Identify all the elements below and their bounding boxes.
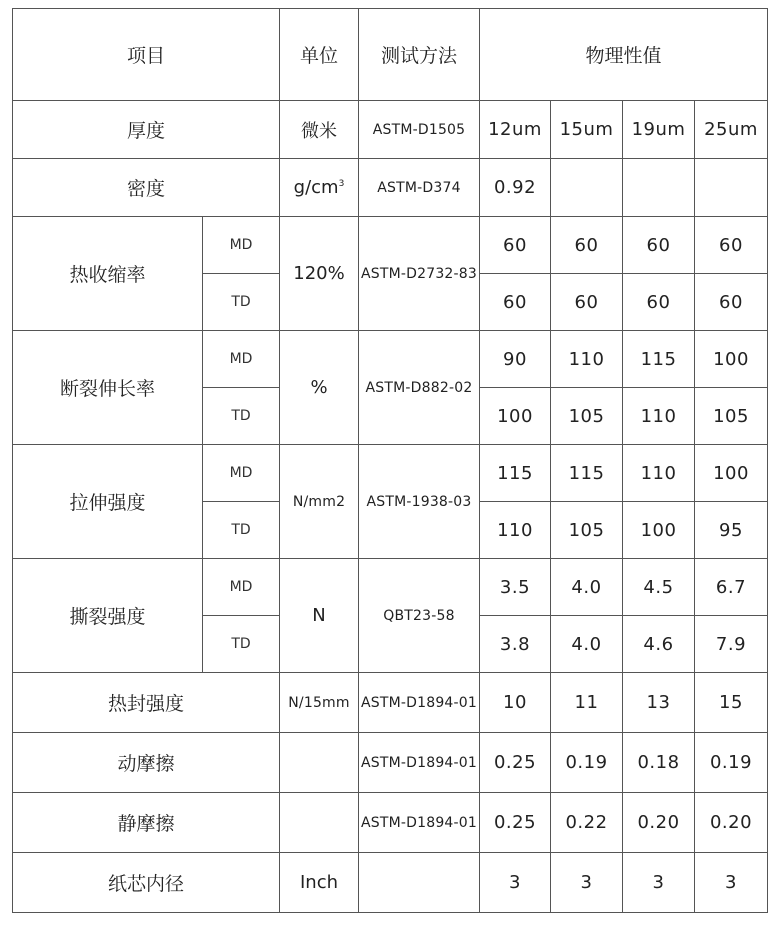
value-cell: 0.20 [695,793,768,853]
direction-label: MD [203,559,280,616]
value-cell: 90 [480,331,551,388]
tear-md-row [13,559,768,616]
unit-cell: 120% [280,217,359,331]
header-unit: 单位 [280,9,359,101]
value-cell: 60 [480,274,551,331]
method-cell: ASTM-D374 [359,159,480,217]
value-cell: 105 [551,388,623,445]
property-name: 断裂伸长率 [13,331,203,445]
value-cell: 4.0 [551,559,623,616]
value-cell: 6.7 [695,559,768,616]
unit-superscript: 3 [338,179,345,189]
unit-cell: N/mm2 [280,445,359,559]
property-name: 纸芯内径 [13,853,280,913]
unit-cell: Inch [280,853,359,913]
method-cell: ASTM-D2732-83 [359,217,480,331]
value-cell: 110 [623,388,695,445]
dynamic-friction-row [13,733,768,793]
property-name: 厚度 [13,101,280,159]
value-cell: 110 [480,502,551,559]
value-cell: 0.25 [480,793,551,853]
core-diameter-row [13,853,768,913]
value-cell: 3 [480,853,551,913]
direction-label: TD [203,388,280,445]
value-cell: 0.19 [695,733,768,793]
static-friction-row [13,793,768,853]
method-cell: ASTM-1938-03 [359,445,480,559]
direction-label: TD [203,274,280,331]
header-item: 项目 [13,9,280,101]
value-cell: 7.9 [695,616,768,673]
value-cell: 3 [551,853,623,913]
value-cell: 100 [695,331,768,388]
unit-base: g/cm [293,177,339,198]
property-name: 密度 [13,159,280,217]
unit-cell [280,793,359,853]
value-cell: 60 [695,217,768,274]
value-cell: 3 [623,853,695,913]
direction-label: TD [203,616,280,673]
tensile-md-row [13,445,768,502]
value-cell: 3.5 [480,559,551,616]
value-cell: 19um [623,101,695,159]
property-name: 热收缩率 [13,217,203,331]
unit-cell: % [280,331,359,445]
property-name: 撕裂强度 [13,559,203,673]
property-name: 拉伸强度 [13,445,203,559]
value-cell: 60 [695,274,768,331]
value-cell: 0.22 [551,793,623,853]
value-cell: 0.25 [480,733,551,793]
value-cell: 4.5 [623,559,695,616]
method-cell: ASTM-D1894-01 [359,793,480,853]
method-cell: ASTM-D1894-01 [359,733,480,793]
direction-label: TD [203,502,280,559]
value-cell: 115 [623,331,695,388]
method-cell: QBT23-58 [359,559,480,673]
value-cell: 13 [623,673,695,733]
property-name: 动摩擦 [13,733,280,793]
method-cell: ASTM-D1505 [359,101,480,159]
value-cell: 60 [551,217,623,274]
value-cell: 3 [695,853,768,913]
value-cell: 0.20 [623,793,695,853]
value-cell: 4.0 [551,616,623,673]
value-cell: 110 [623,445,695,502]
value-cell: 10 [480,673,551,733]
value-cell: 110 [551,331,623,388]
elongation-md-row [13,331,768,388]
value-cell [695,159,768,217]
unit-cell [280,159,359,217]
value-cell: 95 [695,502,768,559]
value-cell: 115 [551,445,623,502]
value-cell: 0.92 [480,159,551,217]
value-cell: 0.18 [623,733,695,793]
value-cell: 11 [551,673,623,733]
value-cell: 105 [695,388,768,445]
value-cell: 4.6 [623,616,695,673]
value-cell: 100 [695,445,768,502]
density-row [13,159,768,217]
unit-cell: 微米 [280,101,359,159]
value-cell: 60 [623,217,695,274]
value-cell: 15 [695,673,768,733]
property-name: 热封强度 [13,673,280,733]
heatseal-row [13,673,768,733]
direction-label: MD [203,331,280,388]
header-method: 测试方法 [359,9,480,101]
value-cell: 0.19 [551,733,623,793]
thickness-row [13,101,768,159]
value-cell: 100 [480,388,551,445]
value-cell: 12um [480,101,551,159]
value-cell: 105 [551,502,623,559]
value-cell [551,159,623,217]
method-cell: ASTM-D1894-01 [359,673,480,733]
value-cell: 115 [480,445,551,502]
method-cell [359,853,480,913]
direction-label: MD [203,445,280,502]
unit-cell: N [280,559,359,673]
value-cell: 60 [623,274,695,331]
method-cell: ASTM-D882-02 [359,331,480,445]
unit-cell [280,733,359,793]
value-cell: 25um [695,101,768,159]
value-cell: 60 [480,217,551,274]
value-cell [623,159,695,217]
spec-table [12,8,768,913]
direction-label: MD [203,217,280,274]
header-values: 物理性值 [480,9,768,101]
unit-cell: N/15mm [280,673,359,733]
value-cell: 60 [551,274,623,331]
shrink-md-row [13,217,768,274]
header-row [13,9,768,101]
property-name: 静摩擦 [13,793,280,853]
value-cell: 3.8 [480,616,551,673]
value-cell: 15um [551,101,623,159]
value-cell: 100 [623,502,695,559]
